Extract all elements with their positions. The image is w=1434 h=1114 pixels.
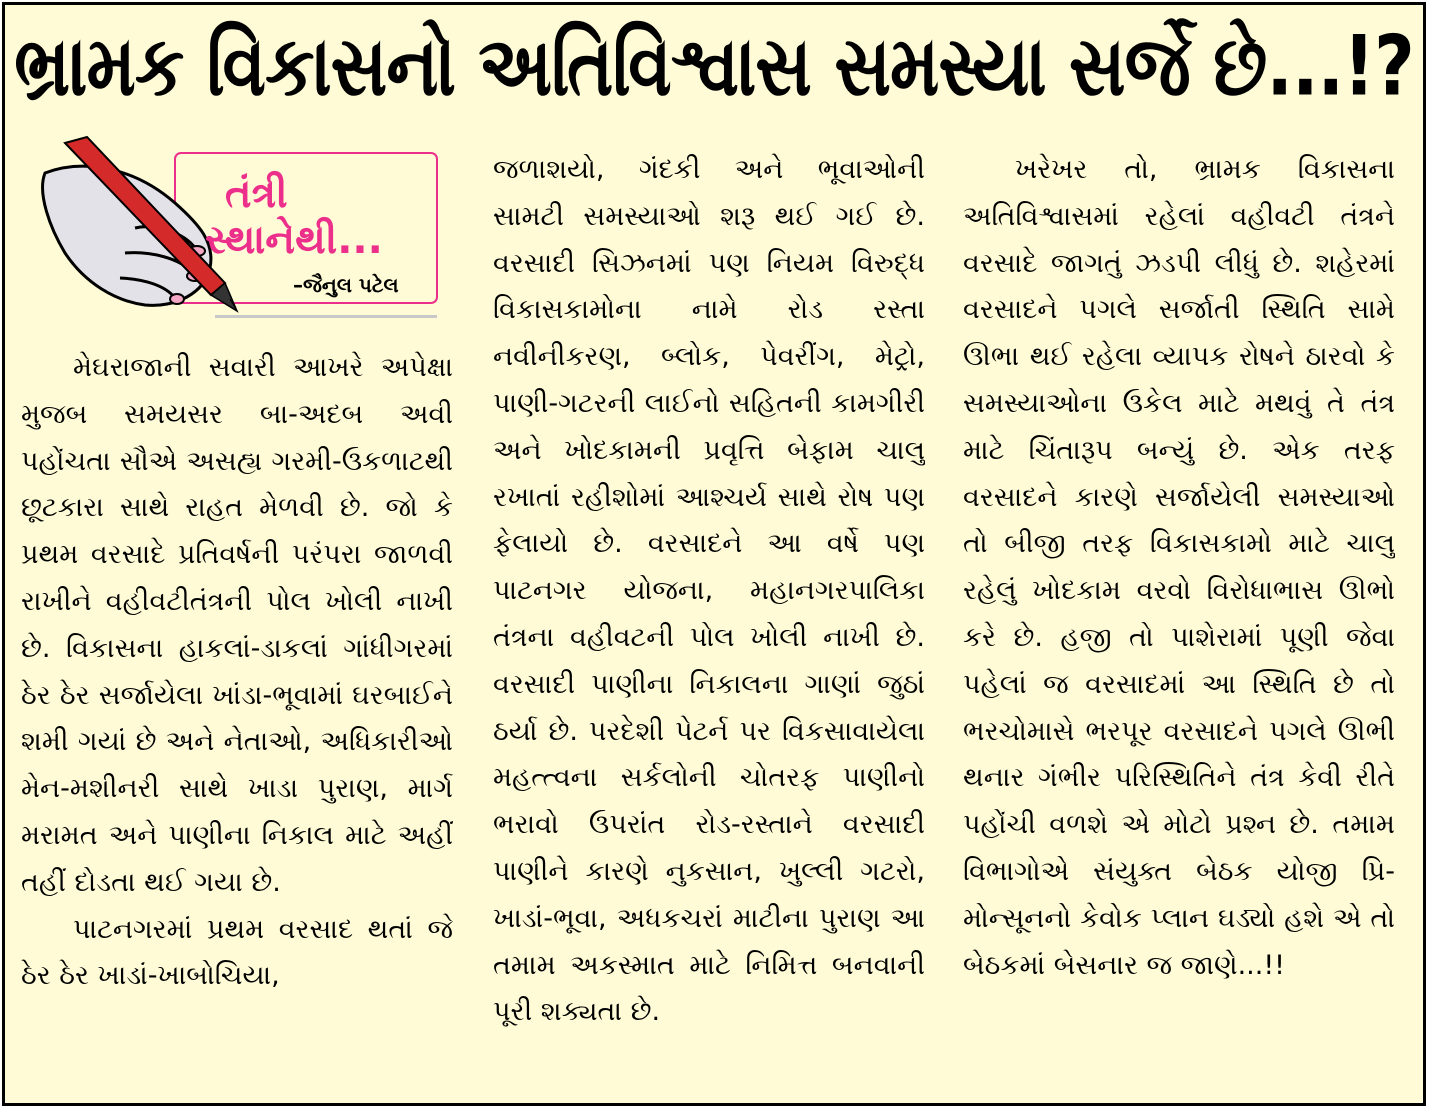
paragraph: ખરેખર તો, ભ્રામક વિકાસના અતિવિશ્વાસમાં રહેલાં વહીવટી તંત્રને વરસાદે જાગતું ઝડપી લીધું છે. શહેરમાં વરસાદને પગલે સર્જાતી સ્થિતિ સામે ઊભા થઈ રહેલા વ્યાપક રોષને ઠારવો કે સમસ્યાઓના ઉકેલ માટે મથવું તે તંત્ર માટે ચિંતારૂપ બન્યું છે. એક તરફ વરસાદને કારણે સર્જાયેલી સમસ્યાઓ તો બીજી તરફ વિકાસકામો માટે ચાલુ રહેલું ખોદકામ વરવો વિરોધાભાસ ઊભો કરે છે. હજી તો પાશેરામાં પૂણી જેવા પહેલાં જ વરસાદમાં આ સ્થિતિ છે તો ભરચોમાસે ભરપૂર વરસાદને પગલે ઊભી થનાર ગંભીર પરિસ્થિતિને તંત્ર કેવી રીતે પહોંચી વળશે એ મોટો પ્રશ્ન છે. તમામ વિભાગોએ સંયુક્ત બેઠક યોજી પ્રિ-મોન્સૂનનો કેવોક પ્લાન ઘડ્યો હશે એ તો બેઠકમાં બેસનાર જ જાણે...!! [963, 154, 1395, 981]
logo-title-line2: સ્થાનેથી... [205, 217, 383, 263]
paragraph: મેઘરાજાની સવારી આખરે અપેક્ષા મુજબ સમયસર બા-અદબ અવી પહોંચતા સૌએ અસહ્ય ગરમી-ઉકળાટથી છૂટકારા સાથે રાહત મેળવી છે. જો કે પ્રથમ વરસાદે પ્રતિવર્ષની પરંપરા જાળવી રાખીને વહીવટીતંત્રની પોલ ખોલી નાખી છે. વિકાસના હાકલાં-ડાકલાં ગાંધીગરમાં ઠેર ઠેર સર્જાયેલા ખાંડા-ભૂવામાં ઘરબાઈને શમી ગયાં છે અને નેતાઓ, અધિકારીઓ મેન-મશીનરી સાથે ખાડા પુરાણ, માર્ગ મરામત અને પાણીના નિકાલ માટે અહીં તહીં દોડતા થઈ ગયા છે. [21, 352, 453, 898]
logo-title [205, 171, 383, 263]
logo-title-line1: તંત્રી [225, 171, 288, 217]
article-column-3 [963, 147, 1395, 1102]
paragraph: પાટનગરમાં પ્રથમ વરસાદ થતાં જે ઠેર ઠેર ખાડાં-ખાબોચિયા, [21, 913, 453, 992]
article-column-1 [21, 345, 453, 1105]
editorial-logo [25, 133, 445, 328]
paragraph: જળાશયો, ગંદકી અને ભૂવાઓની સામટી સમસ્યાઓ શરૂ થઈ ગઈ છે. વરસાદી સિઝનમાં પણ નિયમ વિરુદ્ધ વિકાસકામોના નામે રોડ રસ્તા નવીનીકરણ, બ્લોક, પેવરીંગ, મેટ્રો, પાણી-ગટરની લાઈનો સહિતની કામગીરી અને ખોદકામની પ્રવૃત્તિ બેફામ ચાલુ રખાતાં રહીશોમાં આશ્ચર્ય સાથે રોષ પણ ફેલાયો છે. વરસાદને આ વર્ષે પણ પાટનગર યોજના, મહાનગરપાલિકા તંત્રના વહીવટની પોલ ખોલી નાખી છે. વરસાદી પાણીના નિકાલના ગાણાં જુઠાં ઠર્યા છે. પરદેશી પેટર્ન પર વિકસાવાયેલા મહત્ત્વના સર્કલોની ચોતરફ પાણીનો ભરાવો ઉપરાંત રોડ-રસ્તાને વરસાદી પાણીને કારણે નુકસાન, ખુલ્લી ગટરો, ખાડાં-ભૂવા, અધકચરાં માટીના પુરાણ આ તમામ અકસ્માત માટે નિમિત્ત બનવાની પૂરી શક્યતા છે. [493, 154, 925, 1028]
headline: ભ્રામક વિકાસનો અતિવિશ્વાસ સમસ્યા સર્જે છે...!? [14, 17, 1414, 114]
article-column-2 [493, 147, 925, 1102]
author-name: –જૈનુલ પટેલ [293, 273, 399, 297]
article-frame [2, 2, 1426, 1106]
